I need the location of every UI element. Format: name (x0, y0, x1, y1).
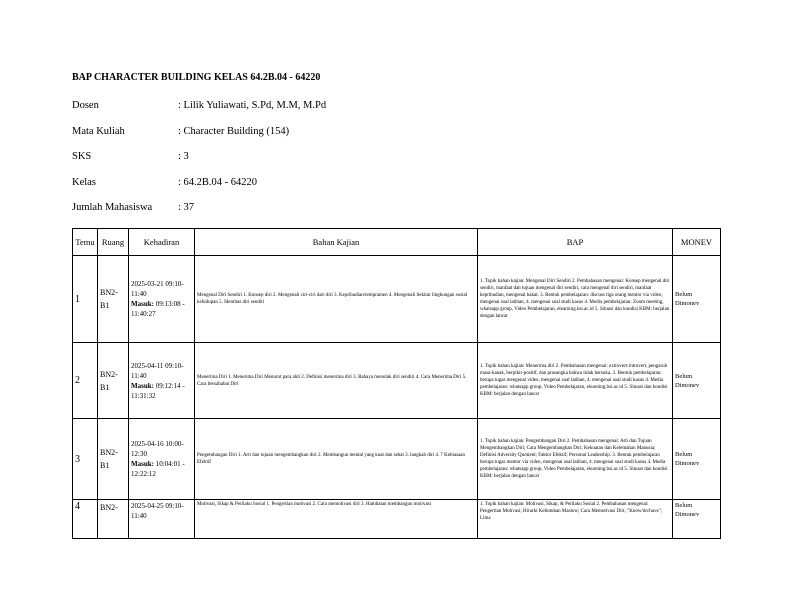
meta-label: Kelas (72, 177, 96, 188)
meta-sks (72, 151, 189, 162)
cell-temu: 4 (73, 500, 98, 539)
meta-label: SKS (72, 151, 92, 162)
kehadiran-date: 2025-03-21 09:10-11:40 (131, 280, 184, 298)
cell-ruang: BN2-B1 (98, 343, 129, 419)
kehadiran-label: Masuk: (131, 381, 154, 390)
meta-value: : Lilik Yuliawati, S.Pd, M.M, M.Pd (178, 100, 327, 111)
cell-monev: Belum Dimonev (673, 419, 721, 500)
cell-kehadiran (129, 500, 195, 539)
kehadiran-time: 09:12:14 - 11:31:32 (131, 381, 185, 400)
table-row (73, 256, 721, 343)
table-row (73, 419, 721, 500)
meta-kelas (72, 177, 257, 188)
header-bap: BAP (478, 229, 673, 256)
cell-bahan-kajian: Mengenal Diri Sendiri 1. Konsep diri 2. Mengenali ciri-ciri dari diri 3. Kepribadian/tempramen 4. Mengenali Sekitar lingkungan sosial kehidupan 5. Identitas diri sendiri (195, 256, 478, 343)
meta-value: : 3 (178, 151, 189, 162)
header-monev: MONEV (673, 229, 721, 256)
header-kehadiran: Kehadiran (129, 229, 195, 256)
meta-label: Dosen (72, 100, 99, 111)
meta-value: : 37 (178, 202, 195, 213)
kehadiran-time: 10:04:01 - 12:22:12 (131, 460, 185, 478)
cell-bap: 1. Topik bahan kajian: Pengembangan Diri 2. Pembahasan mengenai: Arti dan Tujuan Mengembangkan Diri; Cara Mengembangkan Diri; Kekuatan dan Kelemahan Manusia; Definisi Adversity Quotient; Faktor Efektif; Personal Leadership. 3. Bentuk pembelajaran berupa tugas mentor via video, mengenai soal latihan, 4. mengenai soal studi kasus 4. Media pembelajaran: whatsapp group, Video Pembelajaran, elearning.bsi.ac.id 5. Situasi dan kondisi KBM: berjalan dengan lancar (478, 419, 673, 500)
header-temu: Temu (73, 229, 98, 256)
meta-jumlah-mahasiswa (72, 202, 194, 213)
header-bahan-kajian: Bahan Kajian (195, 229, 478, 256)
cell-kehadiran (129, 256, 195, 343)
cell-temu: 2 (73, 343, 98, 419)
table-row (73, 500, 721, 539)
meta-dosen (72, 100, 326, 111)
table-header-row (73, 229, 721, 256)
cell-temu: 3 (73, 419, 98, 500)
cell-temu: 1 (73, 256, 98, 343)
meta-value: : Character Building (154) (178, 126, 290, 137)
kehadiran-date: 2025-04-25 09:10-11:40 (131, 502, 184, 520)
kehadiran-label: Masuk: (131, 460, 154, 468)
cell-kehadiran (129, 419, 195, 500)
kehadiran-date: 2025-04-11 09:10-11:40 (131, 361, 184, 380)
cell-bap: 1. Topik bahan kajian: Motivasi, Sikap, & Perilaku Sosial 2. Pembahasan mengenai: Pengertian Motivasi; Hirarki Kebutuhan Maslow; Cara Memotivasi Diri; "Know/do/have"; Lima (478, 500, 673, 539)
bap-table (72, 228, 721, 539)
cell-bahan-kajian: Motivasi, Sikap & Perilaku Sosial 1. Pengertian motivasi 2. Cara memotivasi diri 3. Hambatan membangun motivasi (195, 500, 478, 539)
cell-monev: Belum Dimonev (673, 256, 721, 343)
document-title: BAP CHARACTER BUILDING KELAS 64.2B.04 - 64220 (72, 72, 321, 83)
header-ruang: Ruang (98, 229, 129, 256)
kehadiran-label: Masuk: (131, 300, 154, 308)
meta-value: : 64.2B.04 - 64220 (178, 177, 258, 188)
meta-label: Jumlah Mahasiswa (72, 202, 153, 213)
meta-label: Mata Kuliah (72, 126, 125, 137)
kehadiran-time: 09:13:08 - 11:40:27 (131, 300, 185, 318)
cell-bahan-kajian: Pengembangan Diri 1. Arti dan tujuan mengembangkan diri 2. Membangun mental yang kuat dan sehat 3. langkah diri 4. 7 Kebiasaan Efektif (195, 419, 478, 500)
cell-kehadiran (129, 343, 195, 419)
cell-bap: 1. Topik bahan kajian: Menerima diri 2. Pembahasan mengenai: extrovert-introvert, pengaruh masa-kanak, berpikir-positif, dan prasangka bahwa tidak bersuka. 3. Bentuk pembelajaran: berupa tugas mengenai video, mengenai soal latihan, 4. mengenai soal studi kasus 4. Media pembelajaran: whatsapp group, Video Pembelajaran, elearning.bsi.ac.id 5. Situasi dan kondisi KBM: berjalan dengan lancar (478, 343, 673, 419)
kehadiran-date: 2025-04-16 10:00-12:30 (131, 440, 184, 458)
cell-monev: Belum Dimonev (673, 500, 721, 539)
cell-ruang: BN2-B1 (98, 256, 129, 343)
cell-ruang: BN2- (98, 500, 129, 539)
cell-bahan-kajian: Menerima Diri 1. Menerima Diri Menurut para ahli 2. Definisi menerima diri 3. Bahaya menolak diri sendiri 4. Cara Menerima Diri 5. Cara bersahabat Diri (195, 343, 478, 419)
table-row (73, 343, 721, 419)
cell-ruang: BN2-B1 (98, 419, 129, 500)
cell-bap: 1. Topik bahan kajian: Mengenal Diri Sendiri 2. Pembahasan mengenai: Konsep mengenal diri sendiri, manfaat dan tujuan mengenal diri sendiri, cara mengenal diri sendiri, manfaat kepribadian, mengenal bakat. 3. Bentuk pembelajaran: discuss tiga orang mentor via video, mengenai soal latihan, 4. mengenai soal studi kasus 4. Media pembelajaran: Zoom meeting, whatsapp group, Video Pembelajaran, elearning.bsi.ac.id 5. Situasi dan kondisi KBM: berjalan dengan lancar (478, 256, 673, 343)
cell-monev: Belum Dimonev (673, 343, 721, 419)
meta-mata-kuliah (72, 126, 289, 137)
